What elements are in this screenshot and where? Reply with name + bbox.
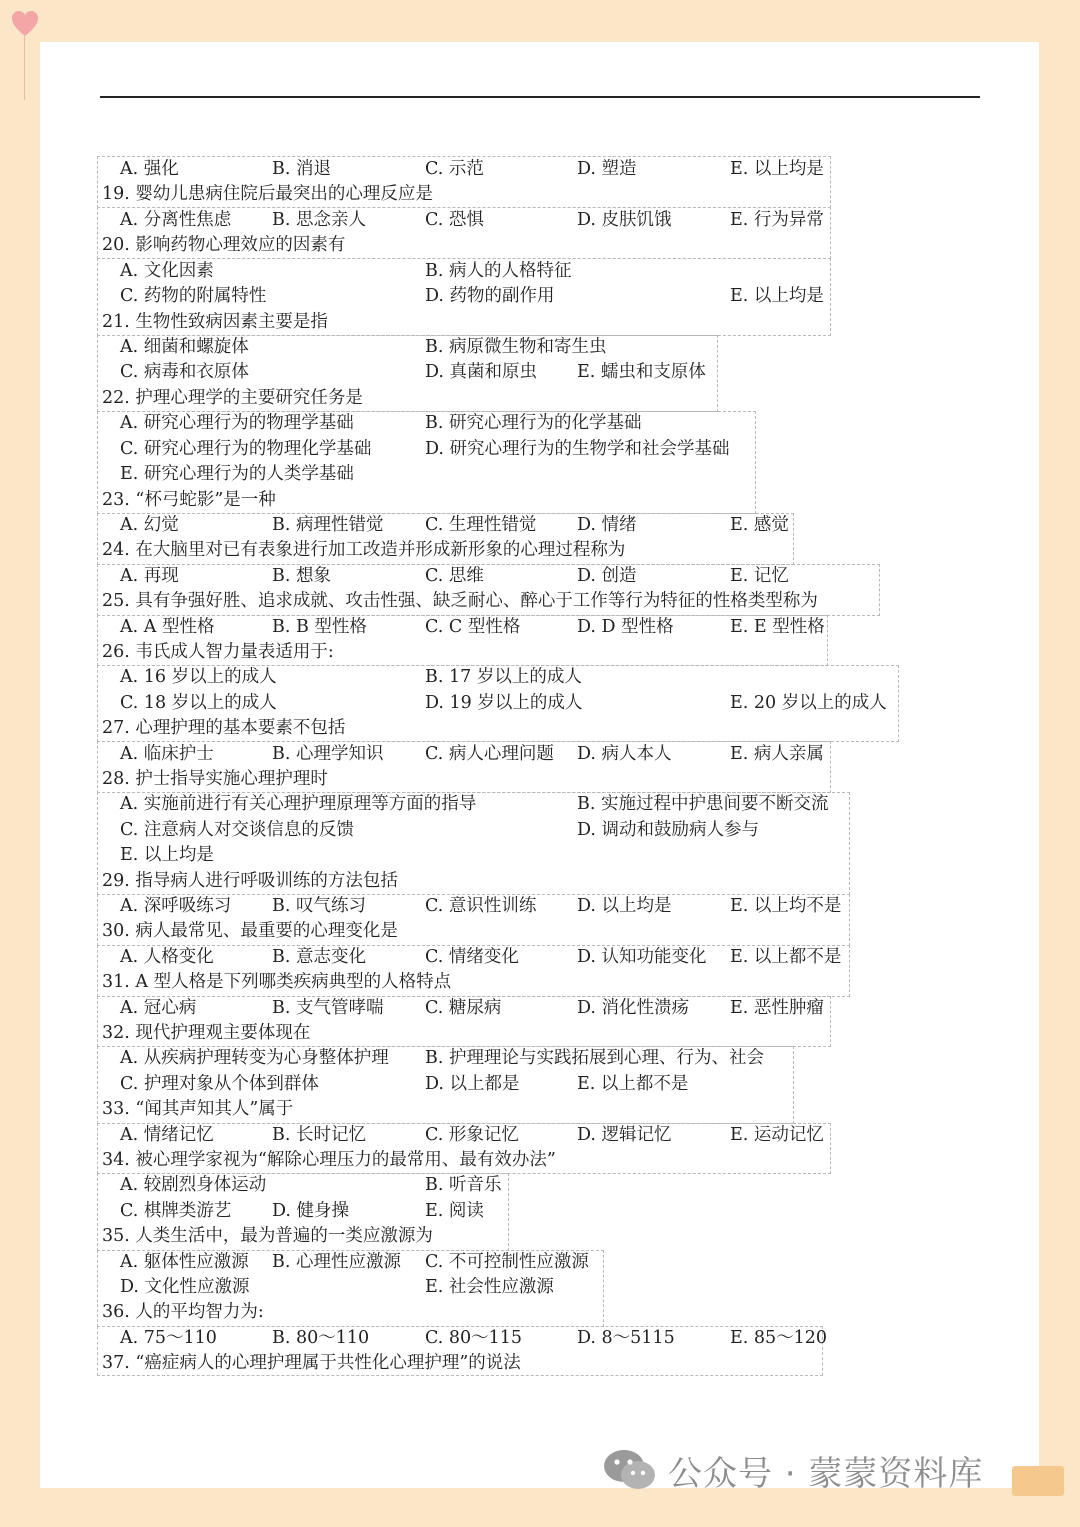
option-text: C. 生理性错觉: [425, 515, 537, 535]
option-text: B. 支气管哮喘: [272, 998, 384, 1018]
option-text: E. 20 岁以上的成人: [730, 693, 887, 713]
option-text: A. 实施前进行有关心理护理原理等方面的指导: [120, 794, 477, 814]
option-text: E. 蠕虫和支原体: [577, 362, 706, 382]
option-text: B. B 型性格: [272, 617, 367, 637]
option-text: C. 病毒和衣原体: [120, 362, 249, 382]
balloon-string: [24, 36, 25, 100]
option-text: B. 叹气练习: [272, 896, 366, 916]
question-text: 35. 人类生活中，最为普遍的一类应激源为: [102, 1226, 433, 1246]
option-text: C. 恐惧: [425, 210, 484, 230]
option-text: A. 临床护士: [120, 744, 214, 764]
option-text: D. 研究心理行为的生物学和社会学基础: [425, 439, 730, 459]
option-text: C. 糖尿病: [425, 998, 502, 1018]
option-text: B. 心理学知识: [272, 744, 384, 764]
option-text: A. 研究心理行为的物理学基础: [120, 413, 354, 433]
option-text: C. 形象记忆: [425, 1125, 519, 1145]
option-text: E. 运动记忆: [730, 1125, 824, 1145]
option-text: C. 80～115: [425, 1328, 523, 1348]
option-text: C. 注意病人对交谈信息的反馈: [120, 820, 354, 840]
option-text: B. 听音乐: [425, 1175, 502, 1195]
option-text: A. 75～110: [120, 1328, 217, 1348]
option-text: A. 16 岁以上的成人: [120, 667, 277, 687]
option-text: A. A 型性格: [120, 617, 215, 637]
watermark: [602, 1443, 983, 1497]
option-text: D. 8～5115: [577, 1328, 675, 1348]
option-text: B. 意志变化: [272, 947, 366, 967]
watermark-label: 公众号 · 蒙蒙资料库: [668, 1453, 984, 1494]
option-text: C. 示范: [425, 159, 484, 179]
option-text: D. 消化性溃疡: [577, 998, 690, 1018]
option-text: A. 较剧烈身体运动: [120, 1175, 267, 1195]
option-text: A. 分离性焦虑: [120, 210, 232, 230]
question-text: 20. 影响药物心理效应的因素有: [102, 235, 346, 255]
option-text: C. C 型性格: [425, 617, 521, 637]
option-text: A. 再现: [120, 566, 179, 586]
option-text: C. 病人心理问题: [425, 744, 554, 764]
option-text: D. 塑造: [577, 159, 637, 179]
option-text: E. 以上均是: [120, 845, 214, 865]
option-text: B. 研究心理行为的化学基础: [425, 413, 642, 433]
question-text: 30. 病人最常见、最重要的心理变化是: [102, 921, 398, 941]
question-text: 36. 人的平均智力为:: [102, 1302, 264, 1322]
option-text: C. 思维: [425, 566, 484, 586]
question-text: 26. 韦氏成人智力量表适用于:: [102, 642, 334, 662]
option-text: B. 病理性错觉: [272, 515, 384, 535]
option-text: D. 调动和鼓励病人参与: [577, 820, 760, 840]
option-text: A. 从疾病护理转变为心身整体护理: [120, 1048, 389, 1068]
option-text: D. 病人本人: [577, 744, 672, 764]
option-text: D. 创造: [577, 566, 637, 586]
option-text: E. 以上都不是: [577, 1074, 689, 1094]
option-text: B. 思念亲人: [272, 210, 366, 230]
option-text: B. 病人的人格特征: [425, 261, 572, 281]
question-text: 21. 生物性致病因素主要是指: [102, 312, 328, 332]
option-text: E. 研究心理行为的人类学基础: [120, 464, 354, 484]
question-text: 19. 婴幼儿患病住院后最突出的心理反应是: [102, 184, 433, 204]
option-text: B. 想象: [272, 566, 331, 586]
option-text: D. 健身操: [272, 1201, 350, 1221]
option-text: C. 研究心理行为的物理化学基础: [120, 439, 372, 459]
option-text: B. 病原微生物和寄生虫: [425, 337, 607, 357]
question-text: 23. “杯弓蛇影”是一种: [102, 490, 276, 510]
envelope-decoration: [1012, 1466, 1064, 1496]
option-text: D. 19 岁以上的成人: [425, 693, 583, 713]
question-text: 24. 在大脑里对已有表象进行加工改造并形成新形象的心理过程称为: [102, 540, 626, 560]
option-text: E. E 型性格: [730, 617, 825, 637]
option-text: E. 以上均是: [730, 159, 824, 179]
option-text: B. 实施过程中护患间要不断交流: [577, 794, 829, 814]
option-text: A. 文化因素: [120, 261, 214, 281]
option-text: A. 躯体性应激源: [120, 1252, 249, 1272]
option-text: E. 恶性肿瘤: [730, 998, 824, 1018]
option-text: D. 认知功能变化: [577, 947, 707, 967]
question-text: 34. 被心理学家视为“解除心理压力的最常用、最有效办法”: [102, 1150, 556, 1170]
option-text: C. 18 岁以上的成人: [120, 693, 277, 713]
question-text: 28. 护士指导实施心理护理时: [102, 769, 328, 789]
question-text: 32. 现代护理观主要体现在: [102, 1023, 311, 1043]
question-text: 27. 心理护理的基本要素不包括: [102, 718, 346, 738]
option-text: D. 以上都是: [425, 1074, 520, 1094]
option-text: A. 情绪记忆: [120, 1125, 214, 1145]
option-text: E. 以上均不是: [730, 896, 842, 916]
option-text: A. 细菌和螺旋体: [120, 337, 249, 357]
option-text: A. 强化: [120, 159, 179, 179]
option-text: A. 幻觉: [120, 515, 179, 535]
option-text: C. 棋牌类游艺: [120, 1201, 232, 1221]
question-text: 22. 护理心理学的主要研究任务是: [102, 388, 363, 408]
option-text: D. 文化性应激源: [120, 1277, 250, 1297]
option-text: C. 护理对象从个体到群体: [120, 1074, 319, 1094]
option-text: D. D 型性格: [577, 617, 674, 637]
option-text: E. 病人亲属: [730, 744, 824, 764]
option-text: D. 真菌和原虫: [425, 362, 538, 382]
option-text: A. 冠心病: [120, 998, 197, 1018]
option-text: B. 80～110: [272, 1328, 370, 1348]
option-text: D. 情绪: [577, 515, 637, 535]
option-text: E. 社会性应激源: [425, 1277, 554, 1297]
option-text: B. 长时记忆: [272, 1125, 366, 1145]
option-text: E. 以上都不是: [730, 947, 842, 967]
option-text: D. 逻辑记忆: [577, 1125, 672, 1145]
heart-balloon-icon: [11, 10, 39, 38]
option-text: C. 不可控制性应激源: [425, 1252, 589, 1272]
question-text: 33. “闻其声知其人”属于: [102, 1099, 294, 1119]
header-rule: [100, 96, 980, 98]
option-text: C. 意识性训练: [425, 896, 537, 916]
option-text: C. 药物的附属特性: [120, 286, 267, 306]
question-text: 31. A 型人格是下列哪类疾病典型的人格特点: [102, 972, 452, 992]
option-text: D. 药物的副作用: [425, 286, 555, 306]
option-text: A. 深呼吸练习: [120, 896, 232, 916]
option-text: E. 以上均是: [730, 286, 824, 306]
option-text: B. 护理理论与实践拓展到心理、行为、社会: [425, 1048, 764, 1068]
option-text: A. 人格变化: [120, 947, 214, 967]
option-text: C. 情绪变化: [425, 947, 519, 967]
option-text: E. 85～120: [730, 1328, 828, 1348]
option-text: B. 消退: [272, 159, 331, 179]
question-text: 25. 具有争强好胜、追求成就、攻击性强、缺乏耐心、醉心于工作等行为特征的性格类型称为: [102, 591, 818, 611]
option-text: B. 17 岁以上的成人: [425, 667, 582, 687]
question-text: 37. “癌症病人的心理护理属于共性化心理护理”的说法: [102, 1353, 521, 1373]
option-text: D. 以上均是: [577, 896, 672, 916]
option-text: E. 阅读: [425, 1201, 484, 1221]
wechat-icon: [602, 1447, 658, 1493]
option-text: E. 感觉: [730, 515, 789, 535]
question-text: 29. 指导病人进行呼吸训练的方法包括: [102, 871, 398, 891]
option-text: D. 皮肤饥饿: [577, 210, 672, 230]
option-text: E. 记忆: [730, 566, 789, 586]
option-text: E. 行为异常: [730, 210, 824, 230]
option-text: B. 心理性应激源: [272, 1252, 401, 1272]
